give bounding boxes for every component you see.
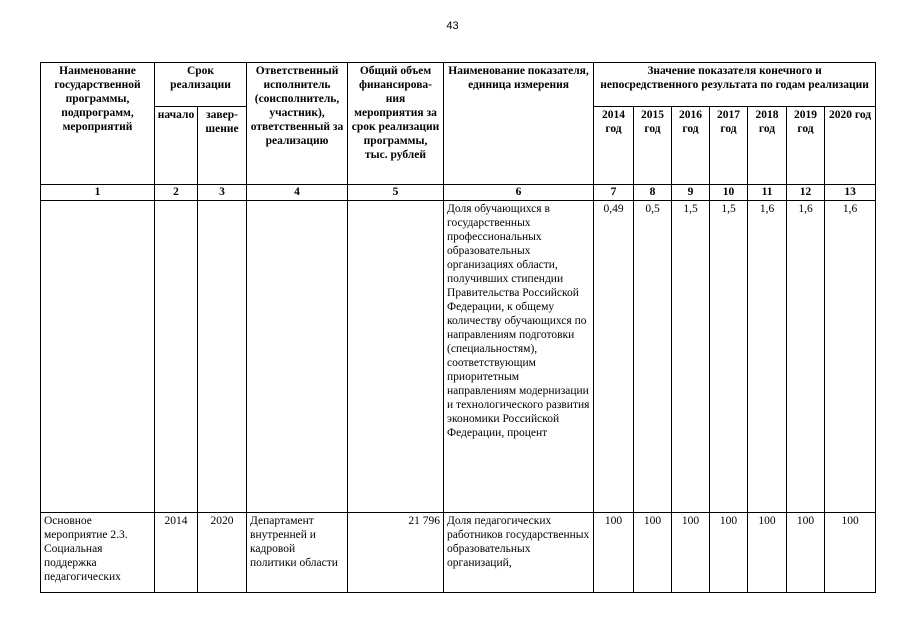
- column-number: 5: [348, 185, 444, 201]
- page-number: 43: [446, 20, 459, 32]
- column-number: 7: [594, 185, 634, 201]
- header-year-2017: 2017 год: [710, 107, 748, 185]
- header-name: Наименование государственной программы, подпрограмм, мероприятий: [41, 63, 155, 185]
- row-value-2020: 100: [825, 513, 876, 593]
- row-value-2019: 1,6: [787, 201, 825, 513]
- header-year-2015: 2015 год: [634, 107, 672, 185]
- header-term: Срок реализации: [155, 63, 247, 107]
- header-year-2016: 2016 год: [672, 107, 710, 185]
- header-year-2018: 2018 год: [748, 107, 787, 185]
- row-value-2017: 1,5: [710, 201, 748, 513]
- row-value-2020: 1,6: [825, 201, 876, 513]
- row-value-2016: 1,5: [672, 201, 710, 513]
- column-number: 6: [444, 185, 594, 201]
- header-year-2020: 2020 год: [825, 107, 876, 185]
- row-end: 2020: [198, 513, 247, 593]
- row-indicator: Доля педагогических работников государственных образовательных организаций,: [444, 513, 594, 593]
- row-responsible: [247, 201, 348, 513]
- column-number: 2: [155, 185, 198, 201]
- row-value-2015: 100: [634, 513, 672, 593]
- table-row: [41, 513, 876, 593]
- header-funding: Общий объем финансирова-ния мероприятия за срок реализации программы, тыс. рублей: [348, 63, 444, 185]
- header-term-start: начало: [155, 107, 198, 185]
- row-value-2015: 0,5: [634, 201, 672, 513]
- row-value-2014: 100: [594, 513, 634, 593]
- row-name: [41, 201, 155, 513]
- column-number: 11: [748, 185, 787, 201]
- column-number: 9: [672, 185, 710, 201]
- header-term-end: завер-шение: [198, 107, 247, 185]
- column-number: 3: [198, 185, 247, 201]
- indicator-table: [40, 62, 876, 593]
- header-year-2014: 2014 год: [594, 107, 634, 185]
- row-start: 2014: [155, 513, 198, 593]
- row-funding: 21 796: [348, 513, 444, 593]
- row-value-2018: 100: [748, 513, 787, 593]
- row-value-2014: 0,49: [594, 201, 634, 513]
- row-indicator: Доля обучающихся в государственных профессиональных образовательных организациях области, получивших стипендии Правительства Российской Федерации, к общему количеству обучающихся по направлениям подготовки (специальностям), соответствующим приоритетным направлениям модернизации и технологического развития экономики Российской Федерации, процент: [444, 201, 594, 513]
- row-end: [198, 201, 247, 513]
- header-year-2019: 2019 год: [787, 107, 825, 185]
- row-start: [155, 201, 198, 513]
- row-funding: [348, 201, 444, 513]
- row-value-2018: 1,6: [748, 201, 787, 513]
- header-values-title: Значение показателя конечного и непосредственного результата по годам реализации: [594, 63, 876, 107]
- row-responsible: Департамент внутренней и кадровой политики области: [247, 513, 348, 593]
- table-row: [41, 201, 876, 513]
- column-number: 4: [247, 185, 348, 201]
- row-value-2019: 100: [787, 513, 825, 593]
- column-number: 1: [41, 185, 155, 201]
- column-number: 10: [710, 185, 748, 201]
- column-number: 13: [825, 185, 876, 201]
- column-number: 12: [787, 185, 825, 201]
- header-indicator: Наименование показателя, единица измерения: [444, 63, 594, 185]
- row-value-2017: 100: [710, 513, 748, 593]
- row-value-2016: 100: [672, 513, 710, 593]
- column-number: 8: [634, 185, 672, 201]
- header-responsible: Ответственный исполнитель (соисполнитель, участник), ответственный за реализацию: [247, 63, 348, 185]
- row-name: Основное мероприятие 2.3. Социальная поддержка педагогических: [41, 513, 155, 593]
